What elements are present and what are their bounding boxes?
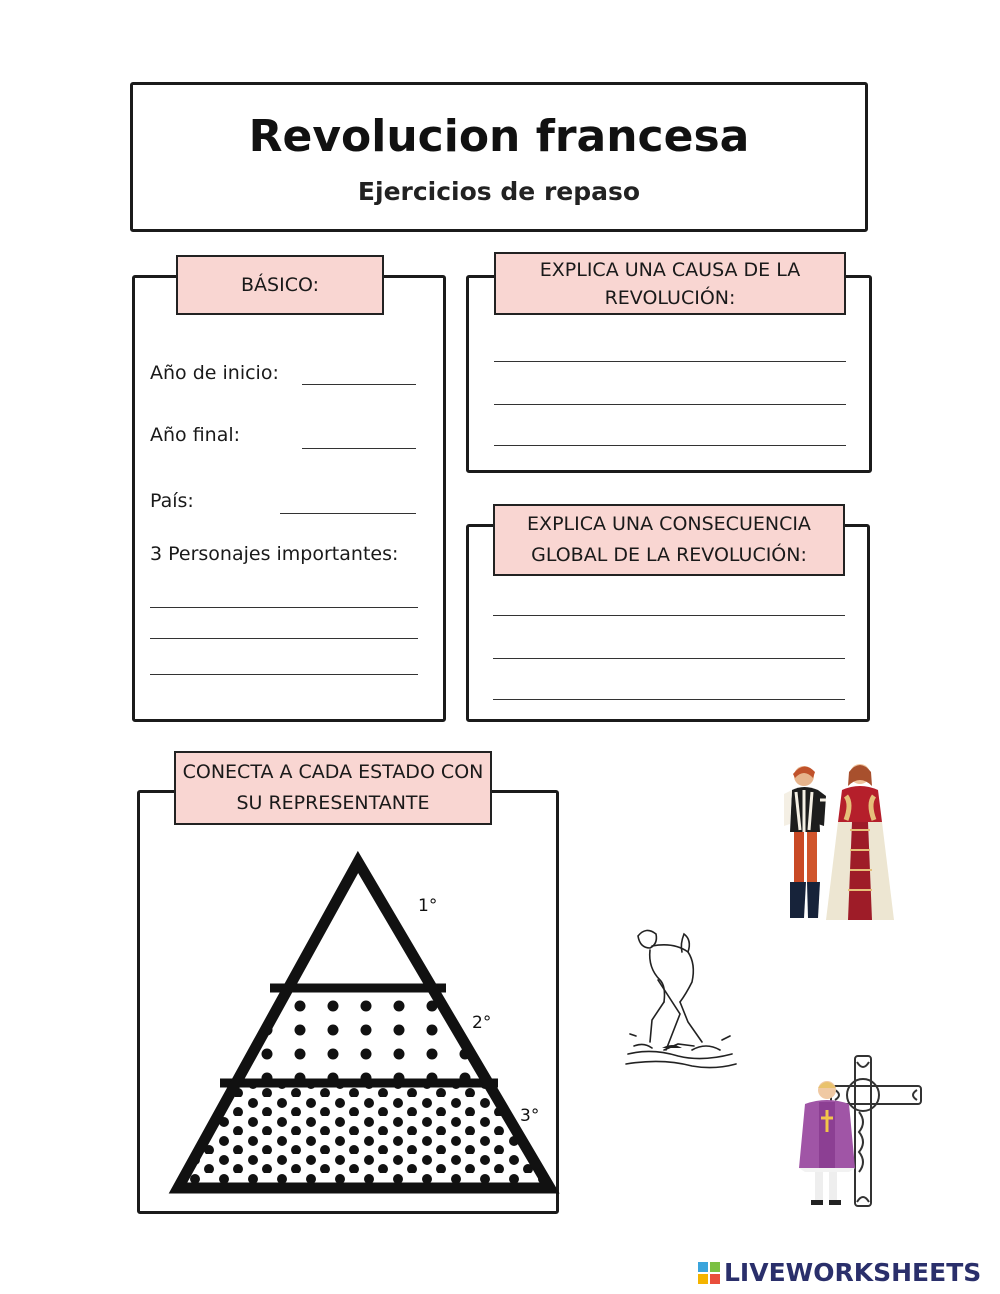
start-year-label: Año de inicio:: [150, 362, 279, 384]
level-2-label: 2°: [472, 1013, 492, 1033]
end-year-label: Año final:: [150, 424, 241, 446]
header-box: [130, 82, 868, 232]
liveworksheets-logo-icon: [698, 1262, 720, 1284]
second-estate-band[interactable]: [160, 990, 560, 1085]
character-line-1[interactable]: [150, 607, 418, 608]
consequence-tag-line-1: EXPLICA UNA CONSECUENCIA: [527, 513, 811, 535]
connect-tag-line-2: SU REPRESENTANTE: [236, 792, 430, 814]
level-1-label: 1°: [418, 896, 438, 916]
liveworksheets-brand: LIVEWORKSHEETS: [724, 1258, 982, 1287]
cause-tag-line-1: EXPLICA UNA CAUSA DE LA: [539, 258, 801, 281]
country-label: País:: [150, 490, 194, 512]
start-year-blank[interactable]: [302, 384, 416, 385]
cause-line-2[interactable]: [494, 404, 846, 405]
cause-tag: [494, 252, 846, 315]
cause-tag-line-2: REVOLUCIÓN:: [604, 286, 736, 309]
consequence-line-1[interactable]: [493, 615, 845, 616]
consequence-line-3[interactable]: [493, 699, 845, 700]
end-year-blank[interactable]: [302, 448, 416, 449]
cause-line-1[interactable]: [494, 361, 846, 362]
character-line-3[interactable]: [150, 674, 418, 675]
connect-tag-line-1: CONECTA A CADA ESTADO CON: [182, 761, 484, 783]
nobles-image[interactable]: [780, 760, 900, 925]
character-line-2[interactable]: [150, 638, 418, 639]
characters-label: 3 Personajes importantes:: [150, 543, 399, 565]
cause-line-3[interactable]: [494, 445, 846, 446]
connect-tag: [174, 751, 492, 825]
consequence-line-2[interactable]: [493, 658, 845, 659]
consequence-tag-line-2: GLOBAL DE LA REVOLUCIÓN:: [531, 544, 807, 566]
country-blank[interactable]: [280, 513, 416, 514]
peasant-image[interactable]: [622, 924, 740, 1074]
page-title: Revolucion francesa: [248, 111, 750, 162]
level-3-label: 3°: [520, 1106, 540, 1126]
basic-tag-label: BÁSICO:: [241, 274, 319, 296]
estates-pyramid: [160, 850, 560, 1200]
clergy-image[interactable]: [795, 1052, 925, 1227]
liveworksheets-logo[interactable]: [698, 1258, 981, 1287]
consequence-tag: [493, 504, 845, 576]
basic-tag: [176, 255, 384, 315]
page-subtitle: Ejercicios de repaso: [357, 177, 641, 206]
